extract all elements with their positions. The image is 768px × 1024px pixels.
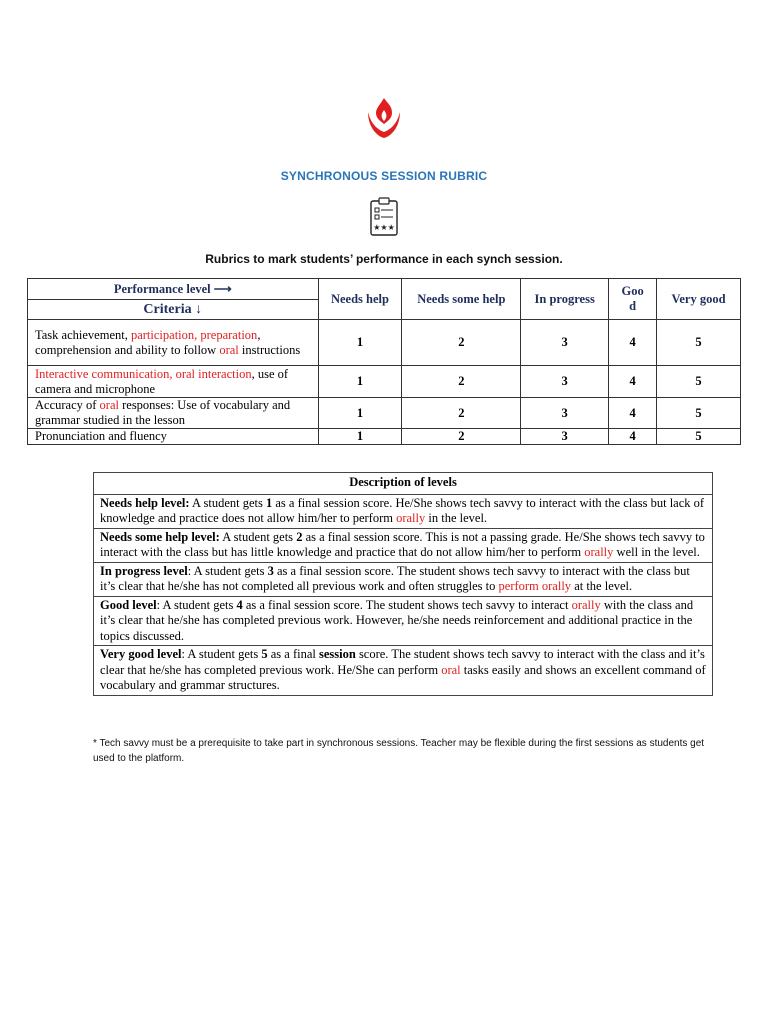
score-cell: 3	[521, 320, 609, 366]
level-header: In progress	[521, 279, 609, 320]
highlighted-text: Interactive communication, oral interaction	[35, 366, 252, 381]
score-cell: 1	[318, 429, 402, 445]
text-run: tasks easily and shows an excellent command of vocabulary and grammar structures.	[100, 662, 706, 692]
highlighted-text: oral	[219, 342, 239, 357]
bold-text: 5	[261, 647, 268, 661]
score-cell: 2	[402, 320, 521, 366]
level-header: Needs help	[318, 279, 402, 320]
text-run: , comprehension and ability to follow	[35, 327, 261, 357]
bold-text: 2	[296, 529, 303, 544]
bold-text: Very good level	[100, 647, 182, 661]
highlighted-text: oral	[441, 662, 461, 677]
level-description	[94, 528, 713, 562]
text-run: at the level.	[571, 579, 633, 593]
performance-level-header: Performance level ⟶	[28, 279, 319, 300]
bold-text: In progress level	[100, 563, 188, 578]
score-cell: 3	[521, 429, 609, 445]
text-run: Task achievement,	[35, 327, 131, 342]
score-cell: 4	[609, 429, 657, 445]
score-cell: 3	[521, 398, 609, 429]
score-cell: 2	[402, 366, 521, 398]
clipboard-checklist-icon	[369, 197, 399, 237]
highlighted-text: perform orally	[498, 579, 572, 593]
text-run: , use of camera and microphone	[35, 366, 289, 396]
text-run: as a final	[267, 647, 319, 661]
text-run: instructions	[238, 342, 301, 357]
level-header: Needs some help	[402, 279, 521, 320]
levels-description-table	[93, 472, 713, 696]
text-run: Pronunciation and fluency	[35, 429, 167, 443]
description-heading: Description of levels	[94, 473, 713, 495]
bold-text: Needs some help level:	[100, 529, 220, 544]
text-run: with the class and it’s clear that he/she has completed previous work. However, he/she needs reinforcement and additional practice in the topics discussed.	[100, 597, 694, 643]
text-run: : A student gets	[181, 647, 262, 661]
level-header: Goo d	[609, 279, 657, 320]
criteria-cell	[28, 429, 319, 445]
score-cell: 4	[609, 366, 657, 398]
level-header: Very good	[657, 279, 741, 320]
highlighted-text: orally	[584, 545, 614, 559]
text-run: A student gets	[189, 495, 266, 510]
text-run: as a final session score. This is not a passing grade. He/She shows tech savvy to interact with the class but has little knowledge and practice that do not allow him/her to perform	[100, 529, 705, 559]
text-run: : A student gets	[187, 563, 268, 578]
subtitle: Rubrics to mark students’ performance in each synch session.	[205, 252, 563, 266]
score-cell: 2	[402, 398, 521, 429]
score-cell: 1	[318, 320, 402, 366]
page-title: SYNCHRONOUS SESSION RUBRIC	[280, 169, 488, 183]
criteria-cell	[28, 366, 319, 398]
rubric-table	[27, 278, 741, 445]
text-run: : A student gets	[156, 597, 237, 612]
footnote: * Tech savvy must be a prerequisite to take part in synchronous sessions. Teacher may be flexible during the first sessions as students get used to the platform.	[93, 738, 705, 764]
bold-text: 4	[236, 597, 243, 612]
highlighted-text: orally	[396, 511, 426, 525]
highlighted-text: orally	[571, 597, 601, 612]
upc-logo-icon	[362, 96, 406, 140]
text-run: as a final session score. The student shows tech savvy to interact	[242, 597, 572, 612]
level-description	[94, 646, 713, 696]
criteria-cell	[28, 398, 319, 429]
level-description	[94, 596, 713, 646]
bold-text: Needs help level:	[100, 495, 190, 510]
highlighted-text: oral	[99, 398, 119, 412]
score-cell: 3	[521, 366, 609, 398]
score-cell: 5	[657, 429, 741, 445]
text-run: as a final session score. The student shows tech savvy to interact with the class but it’s clear that he/she has not completed all previous work and often struggles to	[100, 563, 690, 593]
score-cell: 1	[318, 366, 402, 398]
text-run: well in the level.	[613, 545, 700, 559]
score-cell: 5	[657, 366, 741, 398]
text-run: Accuracy of	[35, 398, 100, 412]
text-run: responses: Use of vocabulary and grammar studied in the lesson	[35, 398, 291, 427]
score-cell: 5	[657, 320, 741, 366]
level-description	[94, 562, 713, 596]
highlighted-text: participation, preparation	[130, 327, 258, 342]
bold-text: Good level	[100, 597, 157, 612]
score-cell: 4	[609, 398, 657, 429]
criteria-header: Criteria ↓	[28, 300, 319, 320]
bold-text: session	[318, 647, 356, 661]
score-cell: 1	[318, 398, 402, 429]
score-cell: 4	[609, 320, 657, 366]
svg-text:★★★: ★★★	[373, 223, 395, 232]
text-run: in the level.	[425, 511, 488, 525]
text-run: score. The student shows tech savvy to interact with the class and it’s clear that he/she has completed previous work. He/She can perform	[100, 647, 705, 677]
score-cell: 2	[402, 429, 521, 445]
bold-text: 1	[265, 495, 273, 510]
text-run: as a final session score. He/She shows tech savvy to interact with the class but lack of knowledge and practice does not allow him/her to perform	[100, 495, 705, 525]
level-description	[94, 494, 713, 528]
score-cell: 5	[657, 398, 741, 429]
criteria-cell	[28, 320, 319, 366]
text-run: A student gets	[219, 529, 297, 544]
bold-text: 3	[267, 563, 274, 578]
